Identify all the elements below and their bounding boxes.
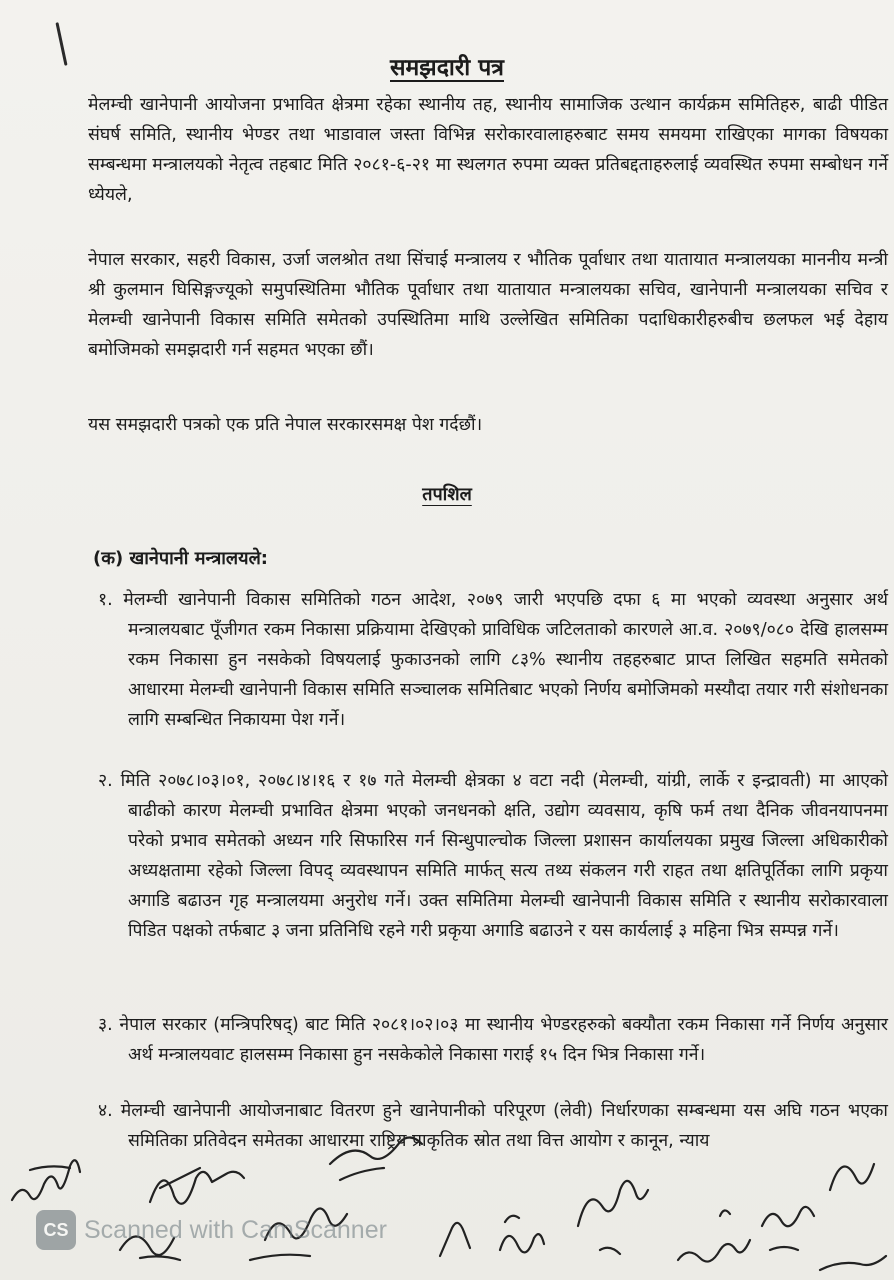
scanner-watermark bbox=[36, 1208, 387, 1252]
signature-1 bbox=[12, 1160, 80, 1200]
signature-6 bbox=[440, 1223, 470, 1256]
list-item-1: १. मेलम्ची खानेपानी विकास समितिको गठन आदेश, २०७९ जारी भएपछि दफा ६ मा भएको व्यवस्था अनुसार अर्थ मन्त्रालयबाट पूँजीगत रकम निकासा प्रक्रियामा देखिएको प्राविधिक जटिलताको कारणले आ.व. २०७९/०८० देखि हालसम्म रकम निकासा हुन नसकेको विषयलाई फुकाउनको लागि ८३% स्थानीय तहहरुबाट प्राप्त लिखित सहमति समेतको आधारमा मेलम्ची खानेपानी विकास समिति सञ्चालक समितिबाट भएको निर्णय बमोजिमको मस्यौदा तयार गरी संशोधनका लागि सम्बन्धित निकायमा पेश गर्ने। bbox=[98, 590, 888, 730]
signature-8 bbox=[578, 1181, 648, 1254]
list-item-3: ३. नेपाल सरकार (मन्त्रिपरिषद्) बाट मिति २०८१।०२।०३ मा स्थानीय भेण्डरहरुको बक्यौता रकम निकासा गर्ने निर्णय अनुसार अर्थ मन्त्रालयवाट हालसम्म निकासा हुन नसकेकोले निकासा गराई १५ दिन भित्र निकासा गर्ने। bbox=[98, 1015, 888, 1065]
watermark-text: Scanned with CamScanner bbox=[84, 1215, 387, 1244]
camscanner-logo-icon: CS bbox=[36, 1210, 76, 1250]
third-paragraph: यस समझदारी पत्रको एक प्रति नेपाल सरकारसमक्ष पेश गर्दछौं। bbox=[88, 415, 483, 435]
signature-11 bbox=[820, 1164, 886, 1270]
document-title: समझदारी पत्र bbox=[390, 55, 504, 81]
signature-5 bbox=[330, 1137, 422, 1180]
signature-2 bbox=[150, 1168, 244, 1204]
intro-paragraph: मेलम्ची खानेपानी आयोजना प्रभावित क्षेत्रमा रहेका स्थानीय तह, स्थानीय सामाजिक उत्थान कार्यक्रम समितिहरु, बाढी पीडित संघर्ष समिति, स्थानीय भेण्डर तथा भाडावाल जस्ता विभिन्न सरोकारवालाहरुबाट समय समयमा राखिएका मागका विषयका सम्बन्धमा मन्त्रालयको नेतृत्व तहबाट मिति २०८१-६-२१ मा स्थलगत रुपमा व्यक्त प्रतिबद्दताहरुलाई व्यवस्थित रुपमा सम्बोधन गर्ने ध्येयले, bbox=[88, 95, 888, 205]
signatures-area bbox=[0, 1130, 894, 1280]
section-a-heading: (क) खानेपानी मन्त्रालयले: bbox=[93, 548, 268, 569]
signature-7 bbox=[500, 1216, 544, 1253]
second-paragraph: नेपाल सरकार, सहरी विकास, उर्जा जलश्रोत तथा सिंचाई मन्त्रालय र भौतिक पूर्वाधार तथा यातायात मन्त्रालयका माननीय मन्त्री श्री कुलमान घिसिङ्गज्यूको समुपस्थितिमा भौतिक पूर्वाधार तथा यातायात मन्त्रालयका सचिव, खानेपानी मन्त्रालयका सचिव र मेलम्ची खानेपानी विकास समिति समेतको उपस्थितिमा माथि उल्लेखित समितिका पदाधिकारीहरुबीच छलफल भई देहाय बमोजिमको समझदारी गर्न सहमत भएका छौं। bbox=[88, 250, 888, 360]
list-item-2: २. मिति २०७८।०३।०१, २०७८।४।१६ र १७ गते मेलम्ची क्षेत्रका ४ वटा नदी (मेलम्ची, यांग्री, लार्के र इन्द्रावती) मा आएको बाढीको कारण मेलम्ची प्रभावित क्षेत्रमा भएको जनधनको क्षति, उद्योग व्यवसाय, कृषि फर्म तथा दैनिक जीवनयापनमा परेको प्रभाव समेतको अध्यन गरि सिफारिस गर्न सिन्धुपाल्चोक जिल्ला प्रशासन कार्यालयका प्रमुख जिल्ला अधिकारीको अध्यक्षतामा रहेको जिल्ला विपद् व्यवस्थापन समिति मार्फत् सत्य तथ्य संकलन गरी राहत तथा क्षतिपूर्तिका लागि प्रकृया अगाडि बढाउन गृह मन्त्रालयमा अनुरोध गर्ने। उक्त समितिमा मेलम्ची खानेपानी विकास समिति र स्थानीय सरोकारवाला पिडित पक्षको तर्फबाट ३ जना प्रतिनिधि रहने गरी प्रकृया अगाडि बढाउने र यस कार्यलाई ३ महिना भित्र सम्पन्न गर्ने। bbox=[98, 771, 888, 941]
list-item-4: ४. मेलम्ची खानेपानी आयोजनाबाट वितरण हुने खानेपानीको परिपूरण (लेवी) निर्धारणका सम्बन्धमा यस अघि गठन भएका समितिका प्रतिवेदन समेतका आधारमा राष्ट्रिय प्राकृतिक स्रोत तथा वित्त आयोग र कानून, न्याय bbox=[98, 1101, 888, 1151]
signature-9 bbox=[678, 1210, 750, 1261]
schedule-subheading: तपशिल bbox=[422, 484, 472, 505]
signature-10 bbox=[762, 1207, 814, 1250]
